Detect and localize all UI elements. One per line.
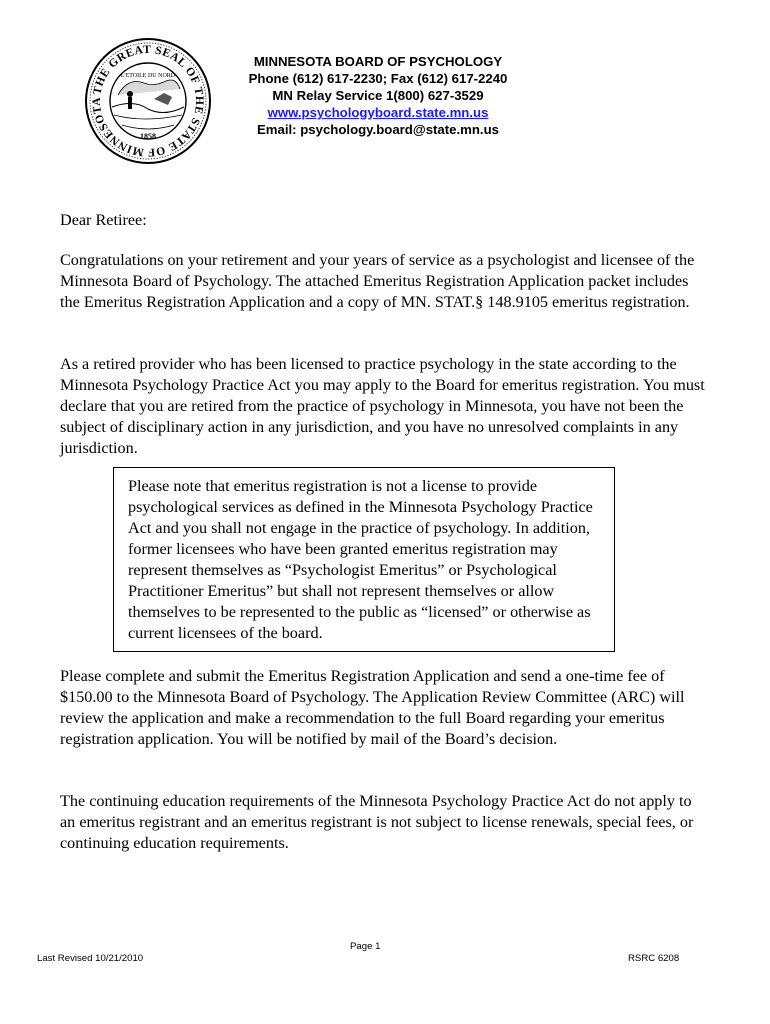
svg-text:1858: 1858 — [140, 132, 156, 141]
form-code: RSRC 6208 — [628, 953, 680, 964]
website-link[interactable]: www.psychologyboard.state.mn.us — [267, 105, 489, 120]
letterhead — [208, 53, 548, 138]
paragraph-eligibility: As a retired provider who has been licensed to practice psychology in the state according to the Minnesota Psychology Practice Act you may apply to the Board for emeritus registration. You must declare that you are retired from the practice of psychology in Minnesota, you have not been the subject of disciplinary action in any jurisdiction, and you have no unresolved complaints in any jurisdiction. — [60, 355, 705, 457]
relay-service: MN Relay Service 1(800) 627-3529 — [272, 88, 484, 103]
page-number: Page 1 — [350, 941, 381, 952]
state-seal-logo — [84, 37, 212, 165]
emeritus-notice-box — [113, 467, 615, 652]
svg-text:THE GREAT SEAL OF THE STATE OF: THE GREAT SEAL OF THE STATE OF MINNESOTA — [90, 43, 206, 159]
paragraph-retirement: Congratulations on your retirement and your years of service as a psychologist and licensee of the Minnesota Board of Psychology. The attached Emeritus Registration Application packet includes the Emeritus Registration Application and a copy of MN. STAT.§ 148.9105 emeritus registration. — [60, 251, 695, 311]
org-name: MINNESOTA BOARD OF PSYCHOLOGY — [253, 54, 503, 69]
paragraph-continuing-education: The continuing education requirements of the Minnesota Psychology Practice Act do not apply to an emeritus registrant and an emeritus registrant is not subject to license renewals, special fees, or continuing education requirements. — [60, 792, 694, 852]
paragraph-application-fee: Please complete and submit the Emeritus Registration Application and send a one-time fee of $150.00 to the Minnesota Board of Psychology. The Application Review Committee (ARC) will review the application and make a recommendation to the full Board regarding your emeritus registration application. You will be notified by mail of the Board’s decision. — [60, 667, 685, 748]
salutation: Dear Retiree: — [60, 211, 147, 229]
svg-text:L'ETOILE DU NORD: L'ETOILE DU NORD — [120, 73, 176, 79]
last-revised-date: Last Revised 10/21/2010 — [37, 953, 144, 964]
email-address: Email: psychology.board@state.mn.us — [257, 122, 499, 137]
phone-fax: Phone (612) 617-2230; Fax (612) 617-2240 — [248, 71, 508, 86]
emeritus-notice-text: Please note that emeritus registration is not a license to provide psychological services as defined in the Minnesota Psychology Practice Act and you shall not engage in the practice of psychology. In addition, former licensees who have been granted emeritus registration may represent themselves as “Psychologist Emeritus” or Psychological Practitioner Emeritus” but shall not represent themselves or allow themselves to be represented to the public as “licensed” or otherwise as current licensees of the board. — [128, 477, 593, 642]
